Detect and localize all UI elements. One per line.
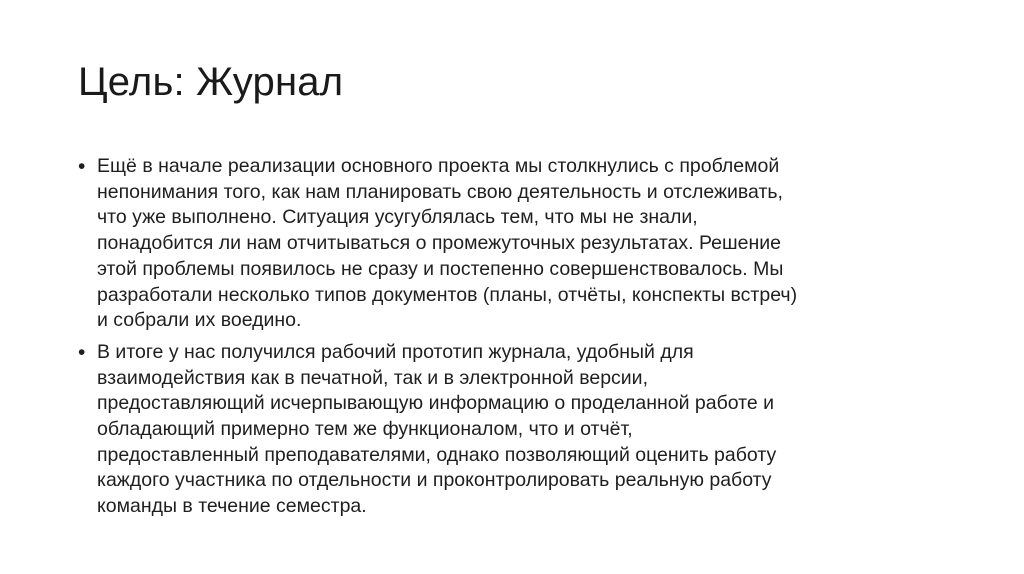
bullet-1-line-4: понадобится ли нам отчитываться о промежуточных результатах. Решение: [97, 232, 781, 255]
slide-title: Цель: Журнал: [78, 60, 344, 104]
bullet-2-line-3: предоставляющий исчерпывающую информацию о проделанной работе и: [97, 392, 775, 415]
bullet-1-line-2: непонимания того, как нам планировать свою деятельность и отслеживать,: [97, 180, 783, 203]
bullet-list: [78, 154, 958, 526]
bullet-2-line-6: каждого участника по отдельности и проконтролировать реальную работу: [97, 469, 772, 492]
bullet-2-line-5: предоставленный преподавателями, однако позволяющий оценить работу: [97, 443, 777, 466]
bullet-item-1: [78, 154, 958, 334]
bullet-2-line-7: команды в течение семестра.: [97, 495, 367, 518]
bullet-1-line-3: что уже выполнено. Ситуация усугублялась тем, что мы не знали,: [97, 206, 698, 229]
bullet-2-line-1: В итоге у нас получился рабочий прототип журнала, удобный для: [97, 340, 694, 363]
bullet-1-line-1: Ещё в начале реализации основного проекта мы столкнулись с проблемой: [97, 155, 780, 177]
bullet-2-line-2: взаимодействия как в печатной, так и в электронной версии,: [97, 366, 648, 389]
bullet-1-line-7: и собрали их воедино.: [97, 309, 302, 332]
bullet-item-2: [78, 340, 958, 520]
bullet-1-line-6: разработали несколько типов документов (планы, отчёты, конспекты встреч): [97, 283, 798, 306]
bullet-2-line-4: обладающий примерно тем же функционалом, что и отчёт,: [97, 418, 633, 441]
bullet-1-line-5: этой проблемы появилось не сразу и постепенно совершенствовалось. Мы: [97, 257, 784, 280]
bullet-icon: •: [78, 340, 86, 364]
bullet-icon: •: [78, 155, 86, 178]
